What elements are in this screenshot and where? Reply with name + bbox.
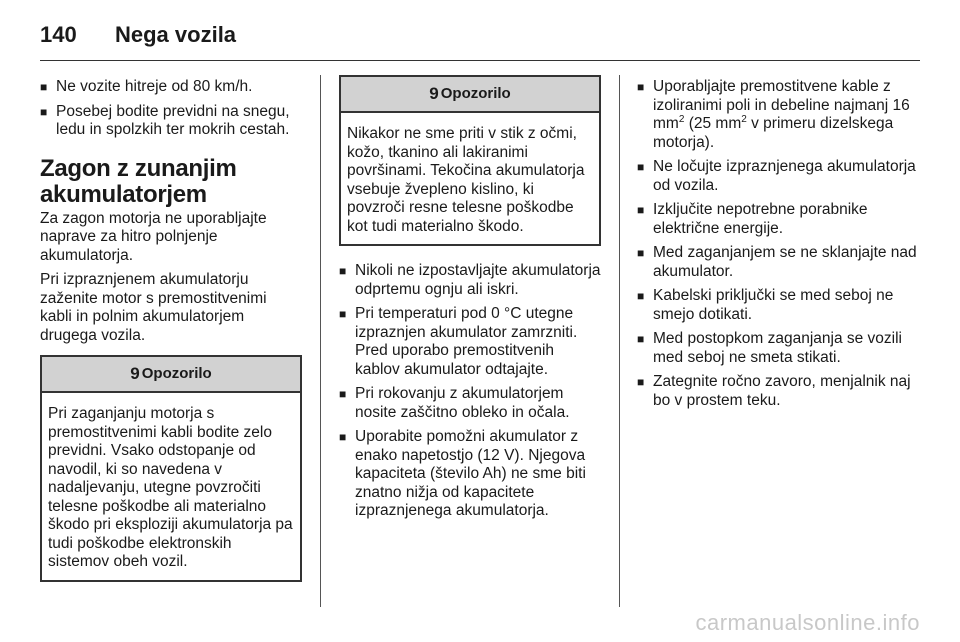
bullet-square-icon: ■ [339, 430, 347, 444]
warning-header [42, 357, 300, 393]
list-item: ■ Pri temperaturi pod 0 °C utegne izpraznjen akumulator zamrzniti. Pred uporabo premostitvenih kablov akumulator odtajajte. [339, 305, 578, 378]
page-title: Nega vozila [115, 22, 237, 47]
list-item: ■ Uporabite pomožni akumulator z enako napetostjo (12 V). Njegova kapaciteta (število Ah) ne sme biti znatno nižja od kapacitete izpraznjenega akumulatorja. [339, 428, 586, 519]
bullet-square-icon: ■ [339, 307, 347, 321]
warning-title: Opozorilo [141, 364, 212, 382]
list-item: ■ Uporabljajte premostitvene kable z izoliranimi poli in debeline najmanj 16 $mm^2$ (25 $mm^2$ v primeru dizelskega motorja). [637, 78, 910, 151]
list-item: ■ Med postopkom zaganjanja se vozili med seboj ne smeta stikati. [637, 330, 902, 366]
watermark: carmanualsonline.info [695, 610, 920, 635]
list-item: ■ Kabelski priključki se med seboj ne smejo dotikati. [637, 287, 894, 323]
bullet-square-icon: ■ [339, 387, 347, 401]
section-heading: Zagon z zunanjim akumulatorjem [40, 154, 237, 208]
bullet-list [40, 78, 302, 140]
warning-text: Pri zaganjanju motorja s premostitvenimi kabli bodite zelo previdni. Vsako odstopanje od navodil, ki so navedena v nadaljevanju, utegne povzročiti telesne poškodbe ali materialno škodo pri eksploziji akumulatorja pa tudi poškodbe elektronskih sistemov obeh vozil. [48, 405, 293, 570]
bullet-square-icon: ■ [637, 375, 645, 389]
bullet-square-icon: ■ [339, 264, 347, 278]
paragraph: Za zagon motorja ne uporabljajte naprave za hitro polnjenje akumulatorja. [40, 209, 267, 264]
bullet-square-icon: ■ [40, 104, 48, 119]
list-item: ■ Ne ločujte izpraznjenega akumulatorja od vozila. [637, 158, 916, 194]
warning-title: Opozorilo [440, 84, 511, 102]
list-item: ■ Med zaganjanjem se ne sklanjajte nad akumulator. [637, 244, 917, 280]
bullet-square-icon: ■ [637, 203, 645, 217]
paragraph: Pri izpraznjenem akumulatorju zaženite motor s premostitvenimi kabli in polnim akumulatorjem drugega vozila. [40, 271, 267, 344]
bullet-square-icon: ■ [637, 160, 645, 174]
list-item: ■ Ne vozite hitreje od 80 km/h. [40, 78, 253, 95]
bullet-square-icon: ■ [637, 80, 645, 94]
column-1 [40, 78, 302, 582]
column-divider-2 [619, 75, 620, 607]
warning-icon: 9 [429, 83, 439, 103]
bullet-square-icon: ■ [637, 246, 645, 260]
list-item: ■ Pri rokovanju z akumulatorjem nosite zaščitno obleko in očala. [339, 385, 570, 421]
warning-box [40, 355, 302, 582]
list-item: ■ Posebej bodite previdni na snegu, ledu in spolzkih ter mokrih cestah. [40, 102, 290, 138]
bullet-list [637, 78, 920, 410]
column-2 [339, 78, 601, 527]
warning-box [339, 75, 601, 246]
bullet-square-icon: ■ [637, 332, 645, 346]
warning-header [341, 77, 599, 113]
bullet-square-icon: ■ [637, 289, 645, 303]
list-item: ■ Izključite nepotrebne porabnike električne energije. [637, 201, 868, 237]
column-3 [637, 78, 920, 416]
list-item: ■ Nikoli ne izpostavljajte akumulatorja odprtemu ognju ali iskri. [339, 262, 601, 298]
column-divider-1 [320, 75, 321, 607]
list-item: ■ Zategnite ročno zavoro, menjalnik naj bo v prostem teku. [637, 373, 911, 409]
page-number: 140 [40, 22, 77, 47]
bullet-list [339, 262, 601, 521]
bullet-square-icon: ■ [40, 80, 48, 94]
warning-text: Nikakor ne sme priti v stik z očmi, kožo, tkanino ali lakiranimi površinami. Tekočina akumulatorja vsebuje žvepleno kislino, ki povzroči resne telesne poškodbe kot tudi materialno škodo. [347, 125, 585, 235]
header-rule [40, 60, 920, 61]
warning-icon: 9 [130, 363, 140, 383]
